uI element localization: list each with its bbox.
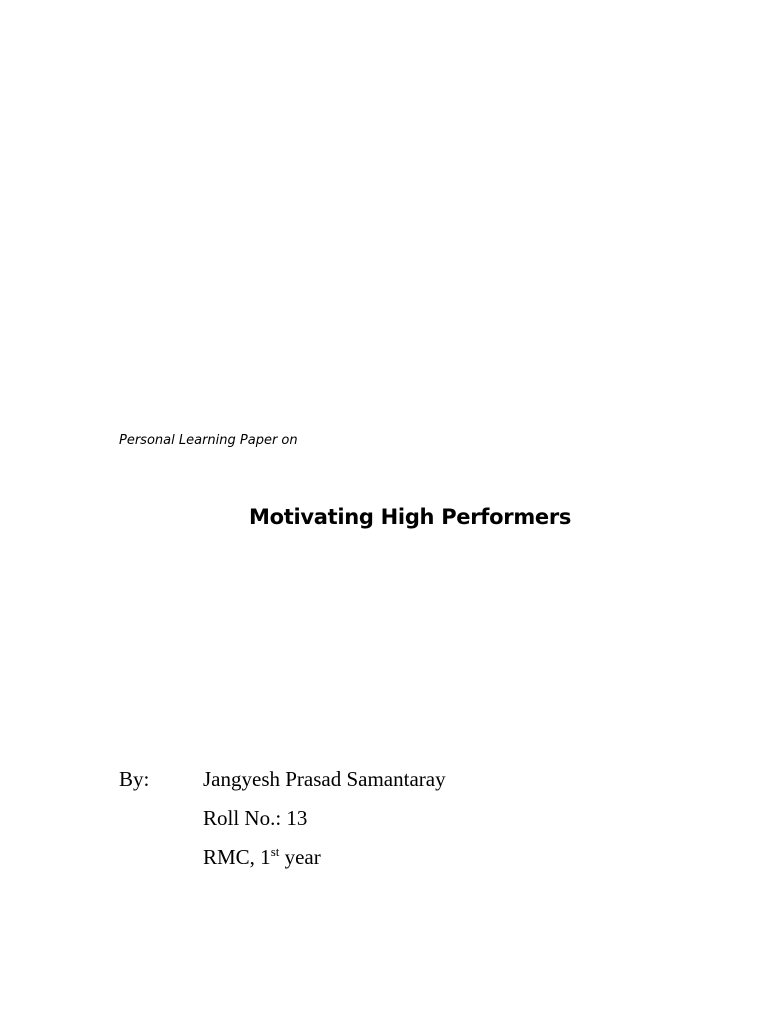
roll-number: Roll No.: 13 bbox=[203, 806, 308, 830]
program-year bbox=[203, 844, 321, 870]
by-label: By: bbox=[119, 767, 150, 791]
program-year-suffix: year bbox=[279, 845, 321, 869]
author-name: Jangyesh Prasad Samantaray bbox=[203, 767, 446, 791]
paper-title: Motivating High Performers bbox=[249, 505, 572, 529]
program-year-prefix: RMC, 1 bbox=[203, 845, 271, 869]
program-year-superscript: st bbox=[270, 844, 280, 859]
paper-subtitle: Personal Learning Paper on bbox=[119, 433, 298, 448]
